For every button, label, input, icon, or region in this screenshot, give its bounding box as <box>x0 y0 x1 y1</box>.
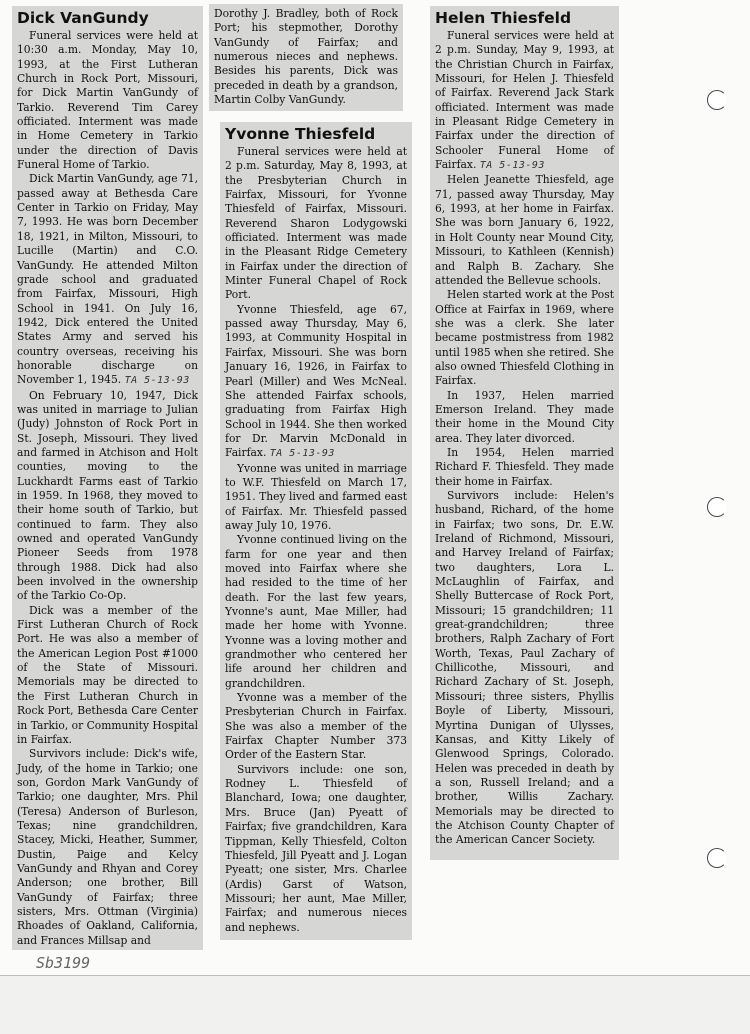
pencil-reference-number: Sb3199 <box>36 954 91 972</box>
paragraph: Survivors include: Helen's husband, Richard, of the home in Fairfax; two sons, Dr. E.W. Ireland of Richmond, Missouri, and Harvey Ireland of Fairfax; two daughters, Lora L. McLaughlin of Fairfax, and Shelly Buttercase of Rock Port, Missouri; 15 grandchildren; 11 great-grandchildren; three brothers, Ralph Zachary of Fort Worth, Texas, Paul Zachary of Chillicothe, Missouri, and Richard Zachary of St. Joseph, Missouri; three sisters, Phyllis Boyle of Liberty, Missouri, Myrtina Dunigan of Ulysses, Kansas, and Kitty Likely of Glenwood Springs, Colorado. Helen was preceded in death by a son, Russell Ireland; and a brother, Willis Zachary. Memorials may be directed to the Atchison County Chapter of the American Cancer Society. <box>435 489 614 847</box>
clipping-dick-vangundy <box>12 6 203 950</box>
paragraph: Funeral services were held at 2 p.m. Saturday, May 8, 1993, at the Presbyterian Church in Fairfax, Missouri, for Yvonne Thiesfeld of Fairfax, Missouri. Reverend Sharon Lodygowski officiated. Interment was made in the Pleasant Ridge Cemetery in Fairfax under the direction of Minter Funeral Chapel of Rock Port. <box>225 145 407 302</box>
paragraph: In 1937, Helen married Emerson Ireland. They made their home in the Mound City area. They later divorced. <box>435 388 614 445</box>
handwritten-note: TA 5-13-93 <box>124 375 190 387</box>
paragraph: Funeral services were held at 10:30 a.m. Monday, May 10, 1993, at the First Lutheran Church in Rock Port, Missouri, for Dick Martin VanGundy of Tarkio. Reverend Tim Carey officiated. Interment was made in Home Cemetery in Tarkio under the direction of Davis Funeral Home of Tarkio. <box>17 29 198 172</box>
clipping-continuation <box>209 4 403 111</box>
paragraph-text: Yvonne Thiesfeld, age 67, passed away Thursday, May 6, 1993, at Community Hospital in Fairfax, Missouri. She was born January 16, 1926, in Fairfax to Pearl (Miller) and Wes McNeal. She attended Fairfax schools, graduating from Fairfax High School in 1944. She then worked for Dr. Marvin McDonald in Fairfax. <box>225 302 407 460</box>
obituary-title: Dick VanGundy <box>17 9 149 27</box>
paragraph: Yvonne continued living on the farm for one year and then moved into Fairfax where she had resided to the time of her death. For the last few years, Yvonne's aunt, Mae Miller, had made her home with Yvonne. Yvonne was a loving mother and grandmother who centered her life around her children and grandchildren. <box>225 533 407 690</box>
paragraph <box>225 303 407 462</box>
handwritten-note: TA 5-13-93 <box>479 160 545 172</box>
paragraph: Dick was a member of the First Lutheran Church of Rock Port. He was also a member of the American Legion Post #1000 of the State of Missouri. Memorials may be directed to the First Lutheran Church in Rock Port, Bethesda Care Center in Tarkio, or Community Hospital in Fairfax. <box>17 603 198 746</box>
paragraph: Dorothy J. Bradley, both of Rock Port; his stepmother, Dorothy VanGundy of Fairfax; and numerous nieces and nephews. Besides his parents, Dick was preceded in death by a grandson, Martin Colby VanGundy. <box>214 7 398 107</box>
paragraph: Yvonne was united in marriage to W.F. Thiesfeld on March 17, 1951. They lived and farmed east of Fairfax. Mr. Thiesfeld passed away July 10, 1976. <box>225 461 407 532</box>
binder-hole <box>707 90 727 110</box>
paragraph: In 1954, Helen married Richard F. Thiesfeld. They made their home in Fairfax. <box>435 445 614 488</box>
binder-hole <box>707 497 727 517</box>
paragraph: Survivors include: one son, Rodney L. Thiesfeld of Blanchard, Iowa; one daughter, Mrs. Bruce (Jan) Pyeatt of Fairfax; five grandchildren, Kara Tippman, Kelly Thiesfeld, Colton Thiesfeld, Jill Pyeatt and J. Logan Pyeatt; one sister, Mrs. Charlee (Ardis) Garst of Watson, Missouri; her aunt, Mae Miller, Fairfax; and numerous nieces and nephews. <box>225 762 407 934</box>
paragraph: Helen started work at the Post Office at Fairfax in 1969, where she was a clerk. She later became postmistress from 1982 until 1985 when she retired. She also owned Thiesfeld Clothing in Fairfax. <box>435 288 614 388</box>
paragraph <box>435 29 614 173</box>
clipping-helen-thiesfeld <box>430 6 619 860</box>
clipping-yvonne-thiesfeld <box>220 122 412 940</box>
paragraph: On February 10, 1947, Dick was united in marriage to Julian (Judy) Johnston of Rock Port in St. Joseph, Missouri. They lived and farmed in Atchison and Holt counties, moving to the Luckhardt Farms east of Tarkio in 1959. In 1968, they moved to their home south of Tarkio, but continued to farm. They also owned and operated VanGundy Pioneer Seeds from 1978 through 1988. Dick had also been involved in the ownership of the Tarkio Co-Op. <box>17 388 198 603</box>
paragraph: Helen Jeanette Thiesfeld, age 71, passed away Thursday, May 6, 1993, at her home in Fairfax. She was born January 6, 1922, in Holt County near Mound City, Missouri, to Kathleen (Kennish) and Ralph B. Zachary. She attended the Bellevue schools. <box>435 173 614 287</box>
handwritten-note: TA 5-13-93 <box>269 448 335 460</box>
paragraph-text: Dick Martin VanGundy, age 71, passed away at Bethesda Care Center in Tarkio on Friday, May 7, 1993. He was born December 18, 1921, in Milton, Missouri, to Lucille (Martin) and C.O. VanGundy. He attended Milton grade school and graduated from Fairfax, Missouri, High School in 1941. On July 16, 1942, Dick entered the United States Army and served his country overseas, receiving his honorable discharge on November 1, 1945. <box>17 172 198 387</box>
paragraph-text: Funeral services were held at 2 p.m. Sunday, May 9, 1993, at the Christian Church in Fairfax, Missouri, for Helen J. Thiesfeld of Fairfax. Reverend Jack Stark officiated. Interment was made in Pleasant Ridge Cemetery in Fairfax under the direction of Schooler Funeral Home of Fairfax. <box>435 29 614 172</box>
paragraph: Yvonne was a member of the Presbyterian Church in Fairfax. She was also a member of the Fairfax Chapter Number 373 Order of the Eastern Star. <box>225 691 407 762</box>
paragraph <box>17 172 198 388</box>
paragraph: Survivors include: Dick's wife, Judy, of the home in Tarkio; one son, Gordon Mark VanGundy of Tarkio; one daughter, Mrs. Phil (Teresa) Anderson of Burleson, Texas; nine grandchildren, Stacey, Micki, Heather, Summer, Dustin, Paige and Kelcy VanGundy and Rhyan and Corey Anderson; one brother, Bill VanGundy of Fairfax; three sisters, Mrs. Ottman (Virginia) Rhoades of Oakland, California, and Frances Millsap and <box>17 747 198 947</box>
obituary-title: Yvonne Thiesfeld <box>225 125 376 143</box>
obituary-title: Helen Thiesfeld <box>435 9 572 27</box>
binder-hole <box>707 848 727 868</box>
scanner-bed-edge <box>0 975 750 1034</box>
